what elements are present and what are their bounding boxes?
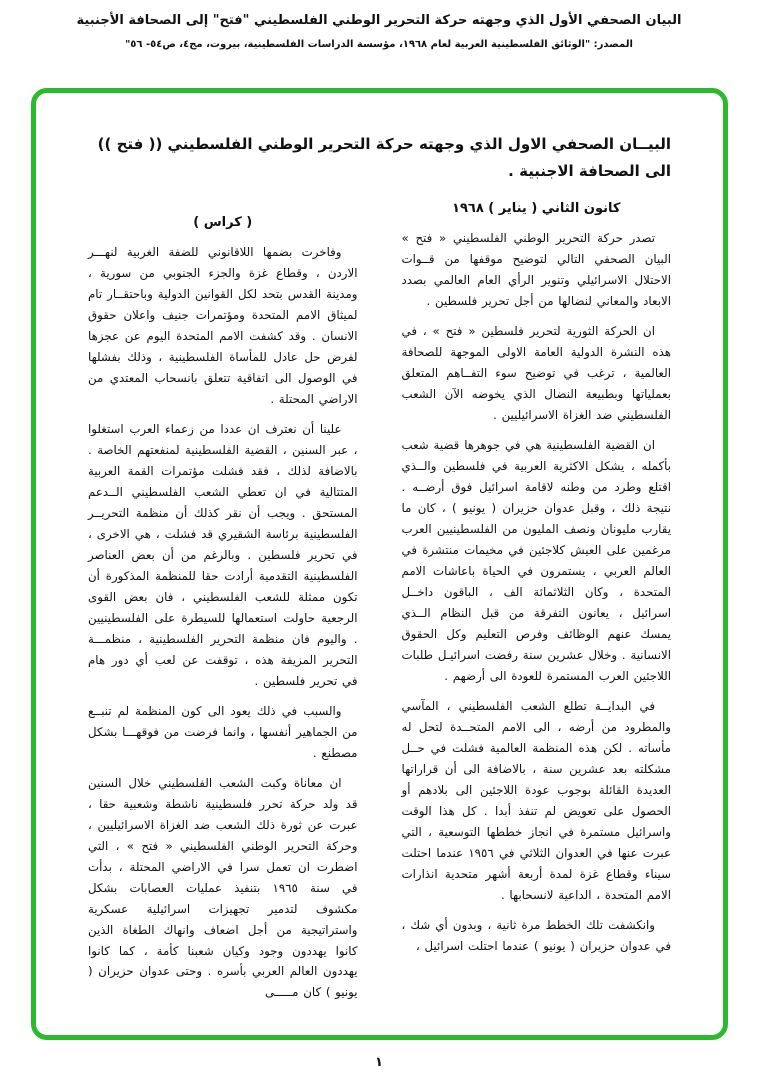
paragraph: تصدر حركة التحرير الوطني الفلسطيني « فتح » البيان الصحفي التالي لتوضيح موقفها من قــوات الاحتلال الاسرائيلي وتنوير الرأي العام العالمي بصدد الابعاد والمعاني لنضالها من أجل تحرير فلسطين . [401,231,671,308]
right-column-paragraphs [402,228,672,956]
document-title: البيــان الصحفي الاول الذي وجهته حركة التحرير الوطني الفلسطيني (( فتح )) الى الصحافة الاجنبية . [97,135,671,180]
source-line: المصدر: "الوثائق الفلسطينية العربية لعام ١٩٦٨، مؤسسة الدراسات الفلسطينية، بيروت، مج٤، ص٥٤- ٥٦" [125,39,633,51]
document-frame [31,88,728,1040]
two-column-body [88,201,671,1012]
paragraph: ان الحركة الثورية لتحرير فلسطين « فتح » ، في هذه النشرة الدولية العامة الاولى الموجهة للصحافة العالمية ، ترغب في توضيح سوء التفــاهم المتعلق بعملياتها وبطبيعة النضال الذي يخوضه الآن الشعب الفلسطيني ضد الغزاة الاسرائيليين . [401,323,671,422]
paragraph: وفاخرت بضمها اللاقانوني للضفة الغربية لنهـــر الاردن ، وقطاع غزة والجزء الجنوبي من سورية ، ومدينة القدس بتحد لكل القوانين الدولية وباحتقــار تام لميثاق الامم المتحدة ومؤتمرات جنيف واعلان حقوق الانسان . وقد كشفت الامم المتحدة اليوم عن عجزها لفرض حل عادل للمأساة الفلسطينية ، وذلك بفشلها في الوصول الى اتفاقية تتعلق بانسحاب المعتدي من الاراضي المحتلة . [88,245,358,406]
paragraph: علينا أن نعترف ان عددا من زعماء العرب استغلوا ، عبر السنين ، القضية الفلسطينية لمنفعتهم الخاصة . بالاضافة لذلك ، فقد فشلت مؤتمرات القمة العربية المتتالية في ان تعطي الشعب الفلسطيني الــدعم المستحق . ويجب أن نقر كذلك أن منظمة التحريــر الفلسطينية برئاسة الشقيري قد فشلت ، هي الاخرى ، في تحرير فلسطين . وبالرغم من أن بعض العناصر الفلسطينية التقدمية أرادت حقا للمنظمة المذكورة أن تكون ممثلة للشعب الفلسطيني ، فان بعض القوى الرجعية حاولت استعمالها للسيطرة على الفلسطينيين . واليوم فان منظمة التحرير الفلسطينية ، منظمـــة التحرير المزيفة هذه ، توقفت عن لعب أي دور هام في تحرير فلسطين . [88,421,358,688]
paragraph: في البدايــة تطلع الشعب الفلسطيني ، المآسي والمطرود من أرضه ، الى الامم المتحــدة لتحل له مأساته . لكن هذه المنظمة العالمية فشلت في حــل مشكلته بعد عشرين سنة ، بالاضافة الى أن قراراتها العديدة القائلة بوجوب عودة اللاجئين الى بلادهم أو الحصول على تعويض لم تنفذ أبدا . كل هذا الوقت واسرائيل مستمرة في انجاز خططها التوسعية ، التي عبرت عنها في العدوان الثلاثي في ١٩٥٦ عندما احتلت سيناء وقطاع غزة لمدة أربعة أشهر متحدية انذارات الامم المتحدة ، الداعية لانسحابها . [401,698,671,902]
date-line: كانون الثاني ( يناير ) ١٩٦٨ [452,201,621,216]
left-column [88,201,358,1012]
paragraph: وانكشفت تلك الخطط مرة ثانية ، وبدون أي شك ، في عدوان حزيران ( يونيو ) عندما احتلت اسرائيل ، [401,917,671,953]
page-footer [0,1055,758,1070]
page-top-header [0,0,758,50]
kurras-label: ( كراس ) [193,215,253,230]
page-number: ١ [375,1055,383,1070]
right-column [402,201,672,1012]
paragraph: والسبب في ذلك يعود الى كون المنظمة لم تنبــع من الجماهير أنفسها ، وانما فرضت من فوقهـــا بشكل مصطنع . [88,703,358,760]
page-header-title: البيان الصحفي الأول الذي وجهته حركة التحرير الوطني الفلسطيني "فتح" إلى الصحافة الأجنبية [76,13,682,28]
left-column-paragraphs [88,242,358,1003]
paragraph: ان معاناة وكبت الشعب الفلسطيني خلال السنين قد ولد حركة تحرر فلسطينية ناشطة وشعبية حقا ، عبرت عن ثورة ذلك الشعب ضد الغزاة الاسرائيليين ، وحركة التحرير الوطني الفلسطيني « فتح » ، التي اضطرت ان تعمل سرا في الاراضي المحتلة ، بدأت في سنة ١٩٦٥ بتنفيذ عمليات العصابات بشكل مكشوف لتدمير تجهيزات اسرائيلية عسكرية واستراتيجية من أجل اضعاف وانهاك الطغاة الذين كانوا يهددون وجود وكيان شعبنا كأمة ، كما كانوا يهددون العالم العربي بأسره . وحتى عدوان حزيران ( يونيو ) كان مـــــى [88,775,358,1000]
paragraph: ان القضية الفلسطينية هي في جوهرها قضية شعب بأكمله ، يشكل الاكثرية العربية في فلسطين والــذي اقتلع وطرد من وطنه لاقامة اسرائيل فوق أرضــه . نتيجة ذلك ، وقبل عدوان حزيران ( يونيو ) ، كان ما يقارب مليونان ونصف المليون من الفلسطينيين العرب مرغمين على العيش كلاجئين في مخيمات منتشرة في العالم العربي ، يستمرون في الحياة باعاشات الامم المتحدة ، وكان الثلاثمائة الف ، الباقون داخــل اسرائيل ، يعانون التفرقة من قبل النظام الــذي يمسك عنهم الوظائف وفرص التعليم وكل الحقوق الانسانية . وخلال عشرين سنة رفضت اسرائيـل طلبات اللاجئين العرب المستمرة للعودة الى أرضهم . [401,437,671,683]
